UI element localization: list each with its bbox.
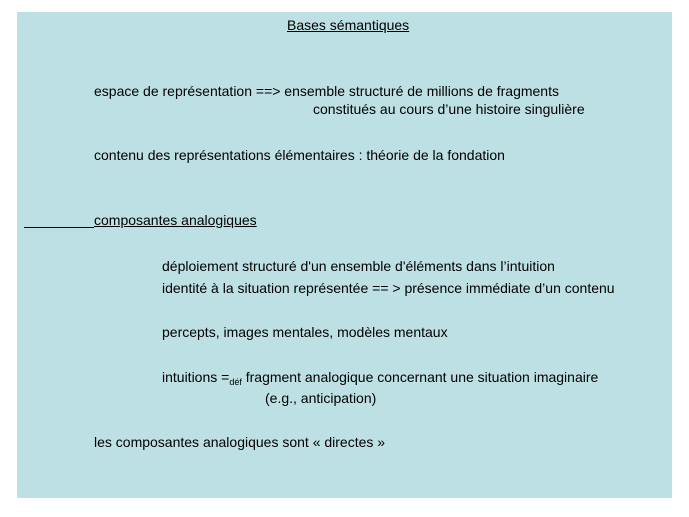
def-subscript: déf [229,377,242,387]
intuitions-term: intuitions = [162,369,230,385]
espace-line-1: espace de représentation ==> ensemble structuré de millions de fragments [94,83,559,99]
intuitions-line [162,369,598,386]
deploiement-line: déploiement structuré d'un ensemble d'éléments dans l’intuition [162,258,555,274]
espace-line-2: constitués au cours d’une histoire singulière [313,101,585,117]
contenu-line: contenu des représentations élémentaires : théorie de la fondation [94,147,505,163]
slide [17,12,672,498]
percepts-line: percepts, images mentales, modèles mentaux [162,324,448,340]
identite-line: identité à la situation représentée == > présence immédiate d’un contenu [162,280,615,296]
conclusion-line: les composantes analogiques sont « directes » [94,434,386,450]
composantes-heading: composantes analogiques [94,212,257,228]
slide-title: Bases sémantiques [287,17,410,33]
eg-line: (e.g., anticipation) [265,390,377,406]
heading-rule [24,227,94,228]
intuitions-definition: fragment analogique concernant une situation imaginaire [241,369,599,385]
